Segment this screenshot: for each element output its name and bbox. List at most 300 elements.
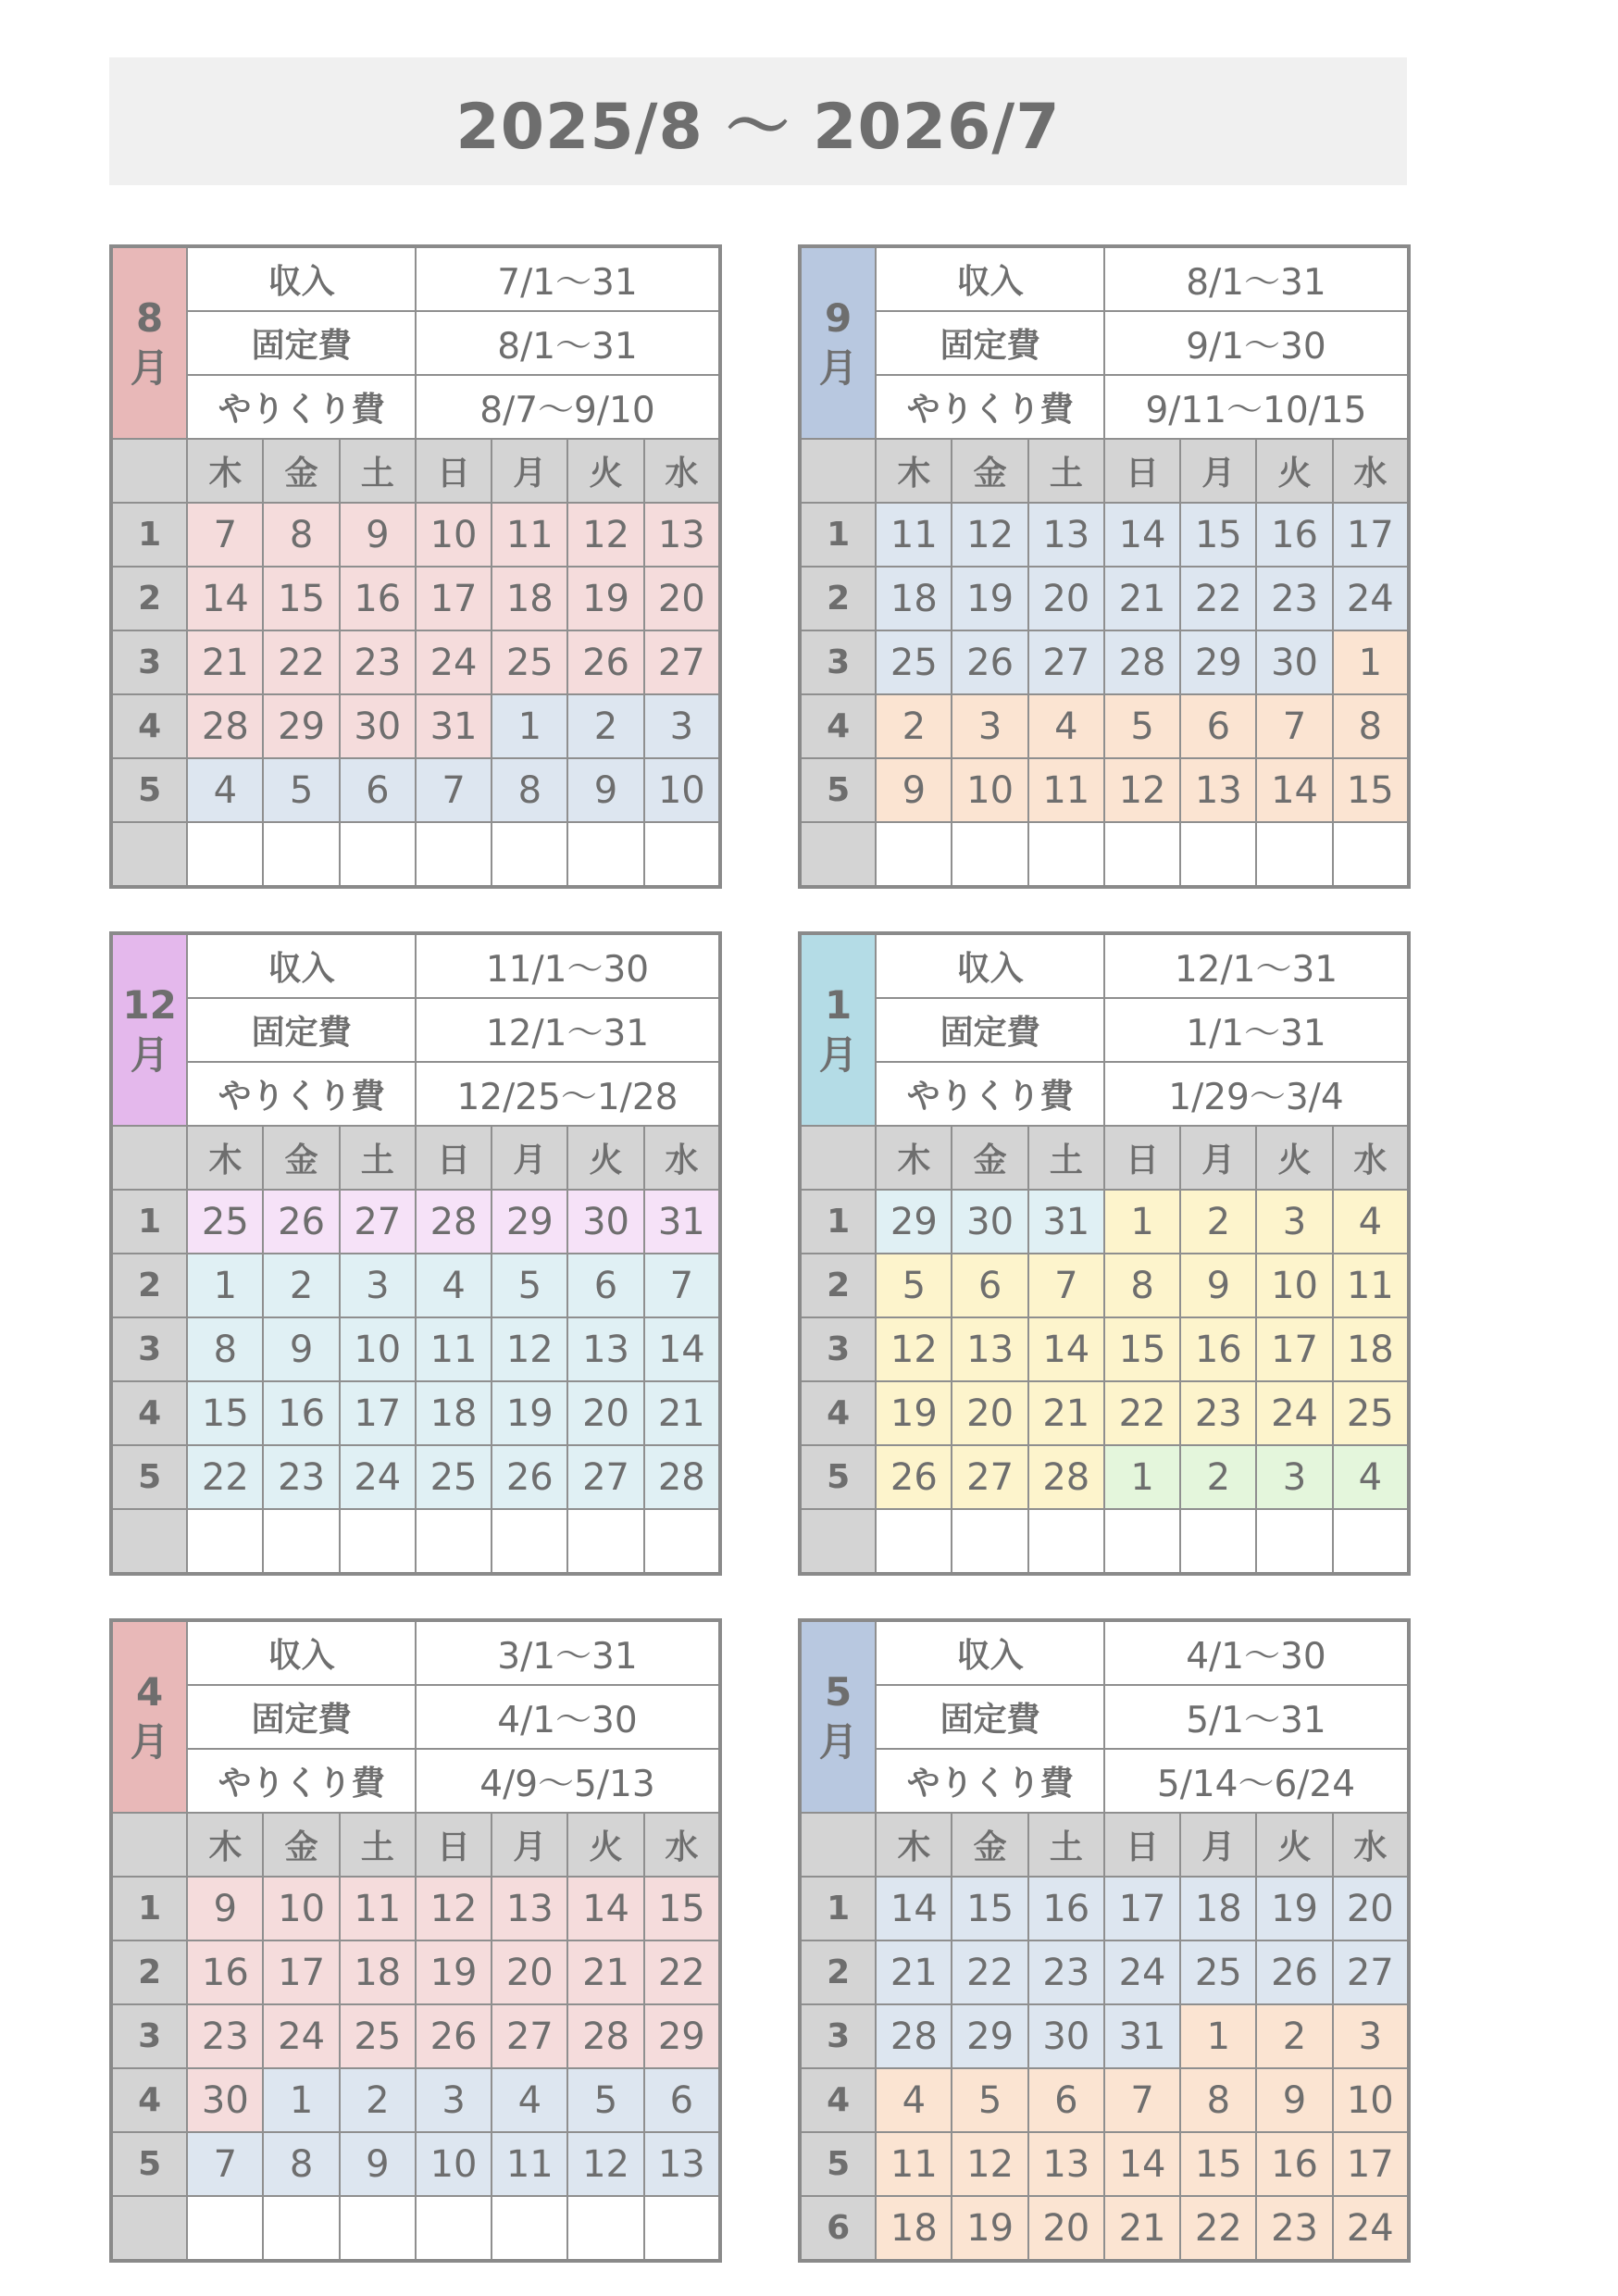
- day-cell: 6: [340, 758, 416, 822]
- day-cell: [644, 822, 720, 887]
- calendar-table: [798, 1618, 1411, 2263]
- month-char: 月: [130, 344, 169, 391]
- calendar-block: [798, 244, 1411, 870]
- weekday-header: 水: [1333, 1813, 1409, 1877]
- day-cell: 8: [263, 2132, 339, 2196]
- weekday-header: 土: [340, 439, 416, 503]
- day-cell: 20: [1028, 567, 1104, 630]
- day-cell: 9: [187, 1877, 263, 1940]
- day-cell: 17: [1333, 2132, 1409, 2196]
- month-label: [800, 933, 876, 1126]
- day-cell: 23: [1256, 567, 1332, 630]
- day-cell: [340, 2196, 416, 2261]
- day-cell: 15: [1104, 1317, 1180, 1381]
- fixed-cost-label: 固定費: [876, 1685, 1104, 1749]
- week-row: [111, 822, 720, 887]
- day-cell: 28: [187, 694, 263, 758]
- day-cell: 1: [1104, 1190, 1180, 1254]
- day-cell: 31: [1028, 1190, 1104, 1254]
- day-cell: 4: [416, 1254, 492, 1317]
- day-cell: 12: [416, 1877, 492, 1940]
- week-number: 1: [111, 1877, 187, 1940]
- day-cell: 22: [263, 630, 339, 694]
- day-cell: 8: [492, 758, 567, 822]
- week-number: 4: [111, 2068, 187, 2132]
- day-cell: 22: [187, 1445, 263, 1509]
- fixed-cost-label: 固定費: [187, 311, 416, 375]
- day-cell: [1180, 1509, 1256, 1574]
- day-cell: 27: [567, 1445, 643, 1509]
- week-row: [800, 2196, 1409, 2261]
- day-cell: 4: [492, 2068, 567, 2132]
- calendar-table: [798, 244, 1411, 889]
- day-cell: 6: [952, 1254, 1027, 1317]
- yarikuri-label: やりくり費: [187, 375, 416, 439]
- week-number: 4: [111, 1381, 187, 1445]
- day-cell: 24: [1333, 567, 1409, 630]
- weekday-header: 月: [492, 439, 567, 503]
- day-cell: [492, 822, 567, 887]
- day-cell: 13: [1028, 2132, 1104, 2196]
- day-cell: 24: [263, 2004, 339, 2068]
- fixed-cost-range: 1/1〜31: [1104, 998, 1409, 1062]
- day-cell: 29: [1180, 630, 1256, 694]
- day-cell: 2: [340, 2068, 416, 2132]
- day-cell: 11: [416, 1317, 492, 1381]
- month-number: 5: [825, 1668, 853, 1715]
- calendar-block: [798, 1618, 1411, 2250]
- week-number: 1: [800, 1877, 876, 1940]
- day-cell: 14: [1104, 503, 1180, 567]
- day-cell: 18: [492, 567, 567, 630]
- week-number: 2: [111, 567, 187, 630]
- week-number: 4: [800, 1381, 876, 1445]
- week-number: 1: [800, 1190, 876, 1254]
- day-cell: 8: [1104, 1254, 1180, 1317]
- weekday-header: 火: [1256, 1126, 1332, 1190]
- day-cell: 3: [340, 1254, 416, 1317]
- week-number: 6: [800, 2196, 876, 2261]
- calendar-block: [109, 931, 722, 1557]
- day-cell: 22: [952, 1940, 1027, 2004]
- day-cell: [416, 1509, 492, 1574]
- day-cell: 30: [952, 1190, 1027, 1254]
- month-label: [800, 246, 876, 439]
- weekday-header: 月: [1180, 1126, 1256, 1190]
- weekday-header: 土: [340, 1126, 416, 1190]
- yarikuri-range: 8/7〜9/10: [416, 375, 720, 439]
- day-cell: 31: [644, 1190, 720, 1254]
- day-cell: 14: [1256, 758, 1332, 822]
- day-cell: 6: [567, 1254, 643, 1317]
- week-number: 2: [800, 567, 876, 630]
- day-cell: 29: [952, 2004, 1027, 2068]
- weekday-header-row: [111, 1813, 720, 1877]
- weekday-header: 日: [416, 1813, 492, 1877]
- day-cell: 18: [340, 1940, 416, 2004]
- day-cell: 17: [1333, 503, 1409, 567]
- day-cell: 28: [416, 1190, 492, 1254]
- weekday-header-row: [800, 1813, 1409, 1877]
- week-row: [111, 630, 720, 694]
- day-cell: 5: [492, 1254, 567, 1317]
- weekday-header: 水: [644, 1813, 720, 1877]
- day-cell: 7: [1028, 1254, 1104, 1317]
- day-cell: 17: [1256, 1317, 1332, 1381]
- day-cell: [952, 822, 1027, 887]
- day-cell: [952, 1509, 1027, 1574]
- day-cell: [340, 1509, 416, 1574]
- day-cell: 5: [876, 1254, 952, 1317]
- day-cell: 8: [263, 503, 339, 567]
- day-cell: 13: [644, 503, 720, 567]
- day-cell: 15: [1333, 758, 1409, 822]
- fixed-cost-label: 固定費: [187, 998, 416, 1062]
- day-cell: 16: [340, 567, 416, 630]
- day-cell: 21: [876, 1940, 952, 2004]
- week-number: 4: [111, 694, 187, 758]
- week-row: [111, 503, 720, 567]
- corner-cell: [800, 1813, 876, 1877]
- day-cell: 5: [567, 2068, 643, 2132]
- day-cell: 10: [644, 758, 720, 822]
- day-cell: [187, 1509, 263, 1574]
- week-number: 2: [800, 1254, 876, 1317]
- day-cell: 3: [1256, 1445, 1332, 1509]
- day-cell: 20: [952, 1381, 1027, 1445]
- day-cell: 4: [1333, 1190, 1409, 1254]
- day-cell: [1104, 822, 1180, 887]
- week-row: [800, 1381, 1409, 1445]
- day-cell: 26: [1256, 1940, 1332, 2004]
- day-cell: 12: [567, 2132, 643, 2196]
- day-cell: [876, 1509, 952, 1574]
- day-cell: 30: [187, 2068, 263, 2132]
- fixed-cost-range: 8/1〜31: [416, 311, 720, 375]
- weekday-header: 水: [1333, 1126, 1409, 1190]
- day-cell: 18: [876, 567, 952, 630]
- week-number: 4: [800, 2068, 876, 2132]
- day-cell: [187, 822, 263, 887]
- day-cell: 12: [952, 2132, 1027, 2196]
- day-cell: 16: [187, 1940, 263, 2004]
- day-cell: 20: [567, 1381, 643, 1445]
- day-cell: 24: [1333, 2196, 1409, 2261]
- day-cell: 28: [1104, 630, 1180, 694]
- day-cell: 2: [876, 694, 952, 758]
- day-cell: 2: [263, 1254, 339, 1317]
- day-cell: 27: [492, 2004, 567, 2068]
- week-row: [800, 567, 1409, 630]
- day-cell: 24: [1104, 1940, 1180, 2004]
- day-cell: 19: [1256, 1877, 1332, 1940]
- yarikuri-range: 9/11〜10/15: [1104, 375, 1409, 439]
- day-cell: [187, 2196, 263, 2261]
- day-cell: 19: [416, 1940, 492, 2004]
- day-cell: 14: [567, 1877, 643, 1940]
- week-number: 3: [800, 630, 876, 694]
- income-label: 収入: [876, 1620, 1104, 1685]
- income-label: 収入: [187, 933, 416, 998]
- week-number: 3: [111, 630, 187, 694]
- day-cell: 3: [1256, 1190, 1332, 1254]
- yarikuri-label: やりくり費: [876, 1749, 1104, 1813]
- day-cell: 19: [952, 2196, 1027, 2261]
- month-label: [111, 1620, 187, 1813]
- yarikuri-label: やりくり費: [876, 375, 1104, 439]
- day-cell: 5: [263, 758, 339, 822]
- day-cell: [1028, 822, 1104, 887]
- week-number: 3: [111, 2004, 187, 2068]
- day-cell: 25: [876, 630, 952, 694]
- weekday-header: 日: [1104, 439, 1180, 503]
- week-number: 5: [800, 2132, 876, 2196]
- day-cell: 20: [492, 1940, 567, 2004]
- day-cell: 15: [1180, 2132, 1256, 2196]
- fixed-cost-label: 固定費: [187, 1685, 416, 1749]
- day-cell: 19: [567, 567, 643, 630]
- day-cell: 16: [1028, 1877, 1104, 1940]
- weekday-header: 金: [952, 439, 1027, 503]
- day-cell: 1: [263, 2068, 339, 2132]
- week-number: [800, 1509, 876, 1574]
- day-cell: [492, 1509, 567, 1574]
- day-cell: [567, 2196, 643, 2261]
- day-cell: 30: [1256, 630, 1332, 694]
- day-cell: 23: [1256, 2196, 1332, 2261]
- week-row: [800, 503, 1409, 567]
- day-cell: [644, 2196, 720, 2261]
- day-cell: 6: [1028, 2068, 1104, 2132]
- weekday-header: 木: [876, 1813, 952, 1877]
- day-cell: 4: [1028, 694, 1104, 758]
- week-number: 5: [800, 758, 876, 822]
- day-cell: 11: [876, 503, 952, 567]
- weekday-header: 月: [492, 1126, 567, 1190]
- day-cell: [644, 1509, 720, 1574]
- weekday-header-row: [800, 439, 1409, 503]
- month-char: 月: [818, 344, 858, 391]
- day-cell: [567, 822, 643, 887]
- day-cell: 27: [340, 1190, 416, 1254]
- weekday-header-row: [111, 1126, 720, 1190]
- day-cell: 19: [952, 567, 1027, 630]
- week-row: [800, 822, 1409, 887]
- day-cell: 7: [1256, 694, 1332, 758]
- week-row: [111, 1317, 720, 1381]
- day-cell: 9: [340, 503, 416, 567]
- calendar-table: [109, 1618, 722, 2263]
- income-label: 収入: [876, 933, 1104, 998]
- income-range: 7/1〜31: [416, 246, 720, 311]
- day-cell: 20: [1028, 2196, 1104, 2261]
- day-cell: 10: [263, 1877, 339, 1940]
- day-cell: [567, 1509, 643, 1574]
- day-cell: 30: [567, 1190, 643, 1254]
- weekday-header: 土: [1028, 1813, 1104, 1877]
- weekday-header: 金: [263, 439, 339, 503]
- day-cell: [1180, 822, 1256, 887]
- day-cell: 23: [187, 2004, 263, 2068]
- weekday-header: 月: [492, 1813, 567, 1877]
- weekday-header: 月: [1180, 1813, 1256, 1877]
- weekday-header: 日: [1104, 1813, 1180, 1877]
- day-cell: 1: [492, 694, 567, 758]
- day-cell: 3: [416, 2068, 492, 2132]
- fixed-cost-range: 4/1〜30: [416, 1685, 720, 1749]
- month-number: 9: [825, 294, 853, 341]
- day-cell: 6: [644, 2068, 720, 2132]
- day-cell: 6: [1180, 694, 1256, 758]
- income-range: 12/1〜31: [1104, 933, 1409, 998]
- week-row: [111, 694, 720, 758]
- day-cell: 23: [1180, 1381, 1256, 1445]
- week-number: 5: [111, 2132, 187, 2196]
- week-number: 2: [111, 1254, 187, 1317]
- week-row: [111, 2004, 720, 2068]
- day-cell: 28: [567, 2004, 643, 2068]
- month-label: [800, 1620, 876, 1813]
- week-row: [800, 1254, 1409, 1317]
- day-cell: 25: [1180, 1940, 1256, 2004]
- day-cell: 31: [1104, 2004, 1180, 2068]
- day-cell: 3: [1333, 2004, 1409, 2068]
- day-cell: 12: [492, 1317, 567, 1381]
- day-cell: 17: [263, 1940, 339, 2004]
- weekday-header: 火: [567, 439, 643, 503]
- day-cell: 22: [644, 1940, 720, 2004]
- day-cell: [1104, 1509, 1180, 1574]
- week-row: [111, 567, 720, 630]
- weekday-header: 日: [416, 1126, 492, 1190]
- day-cell: 27: [644, 630, 720, 694]
- weekday-header: 木: [187, 1126, 263, 1190]
- week-row: [111, 1190, 720, 1254]
- day-cell: 24: [1256, 1381, 1332, 1445]
- yarikuri-range: 5/14〜6/24: [1104, 1749, 1409, 1813]
- calendar-table: [798, 931, 1411, 1576]
- week-row: [800, 758, 1409, 822]
- corner-cell: [111, 1126, 187, 1190]
- day-cell: [492, 2196, 567, 2261]
- yarikuri-range: 4/9〜5/13: [416, 1749, 720, 1813]
- day-cell: 14: [644, 1317, 720, 1381]
- day-cell: 9: [876, 758, 952, 822]
- day-cell: 1: [187, 1254, 263, 1317]
- day-cell: 13: [567, 1317, 643, 1381]
- month-label: [111, 246, 187, 439]
- day-cell: 27: [1028, 630, 1104, 694]
- fixed-cost-range: 9/1〜30: [1104, 311, 1409, 375]
- day-cell: 4: [1333, 1445, 1409, 1509]
- day-cell: 3: [952, 694, 1027, 758]
- weekday-header: 金: [263, 1126, 339, 1190]
- week-number: 1: [111, 1190, 187, 1254]
- week-row: [111, 758, 720, 822]
- week-number: [111, 2196, 187, 2261]
- weekday-header: 月: [1180, 439, 1256, 503]
- day-cell: 14: [187, 567, 263, 630]
- day-cell: 13: [492, 1877, 567, 1940]
- day-cell: 10: [1333, 2068, 1409, 2132]
- weekday-header: 水: [644, 439, 720, 503]
- day-cell: 25: [1333, 1381, 1409, 1445]
- day-cell: 1: [1180, 2004, 1256, 2068]
- day-cell: 15: [1180, 503, 1256, 567]
- corner-cell: [111, 439, 187, 503]
- week-row: [800, 2132, 1409, 2196]
- day-cell: 19: [876, 1381, 952, 1445]
- week-row: [800, 1190, 1409, 1254]
- week-row: [800, 1317, 1409, 1381]
- day-cell: 16: [1256, 503, 1332, 567]
- day-cell: 18: [1333, 1317, 1409, 1381]
- day-cell: [263, 822, 339, 887]
- day-cell: 17: [340, 1381, 416, 1445]
- day-cell: [1256, 822, 1332, 887]
- weekday-header: 土: [1028, 1126, 1104, 1190]
- day-cell: 23: [263, 1445, 339, 1509]
- day-cell: 25: [340, 2004, 416, 2068]
- week-row: [111, 1877, 720, 1940]
- day-cell: 5: [952, 2068, 1027, 2132]
- day-cell: [1256, 1509, 1332, 1574]
- day-cell: 29: [876, 1190, 952, 1254]
- weekday-header: 火: [1256, 1813, 1332, 1877]
- week-row: [800, 630, 1409, 694]
- day-cell: 28: [1028, 1445, 1104, 1509]
- day-cell: 26: [876, 1445, 952, 1509]
- weekday-header: 日: [1104, 1126, 1180, 1190]
- day-cell: 13: [644, 2132, 720, 2196]
- week-number: 5: [111, 758, 187, 822]
- week-row: [111, 1381, 720, 1445]
- day-cell: [416, 822, 492, 887]
- day-cell: 13: [1180, 758, 1256, 822]
- day-cell: 21: [644, 1381, 720, 1445]
- day-cell: 10: [416, 503, 492, 567]
- week-number: 4: [800, 694, 876, 758]
- day-cell: 4: [187, 758, 263, 822]
- week-row: [800, 2004, 1409, 2068]
- corner-cell: [111, 1813, 187, 1877]
- day-cell: 25: [492, 630, 567, 694]
- day-cell: 11: [1333, 1254, 1409, 1317]
- day-cell: 9: [340, 2132, 416, 2196]
- calendar-block: [109, 244, 722, 870]
- yarikuri-label: やりくり費: [187, 1749, 416, 1813]
- day-cell: 23: [1028, 1940, 1104, 2004]
- day-cell: [340, 822, 416, 887]
- day-cell: 11: [1028, 758, 1104, 822]
- day-cell: 21: [567, 1940, 643, 2004]
- day-cell: 5: [1104, 694, 1180, 758]
- day-cell: 22: [1104, 1381, 1180, 1445]
- day-cell: 16: [263, 1381, 339, 1445]
- day-cell: [876, 822, 952, 887]
- day-cell: 31: [416, 694, 492, 758]
- week-row: [111, 2132, 720, 2196]
- month-number: 8: [136, 294, 164, 341]
- day-cell: 24: [340, 1445, 416, 1509]
- fixed-cost-range: 12/1〜31: [416, 998, 720, 1062]
- month-char: 月: [818, 1718, 858, 1765]
- title-banner: [109, 57, 1407, 185]
- weekday-header: 水: [644, 1126, 720, 1190]
- day-cell: 2: [1180, 1445, 1256, 1509]
- day-cell: 12: [567, 503, 643, 567]
- day-cell: 29: [644, 2004, 720, 2068]
